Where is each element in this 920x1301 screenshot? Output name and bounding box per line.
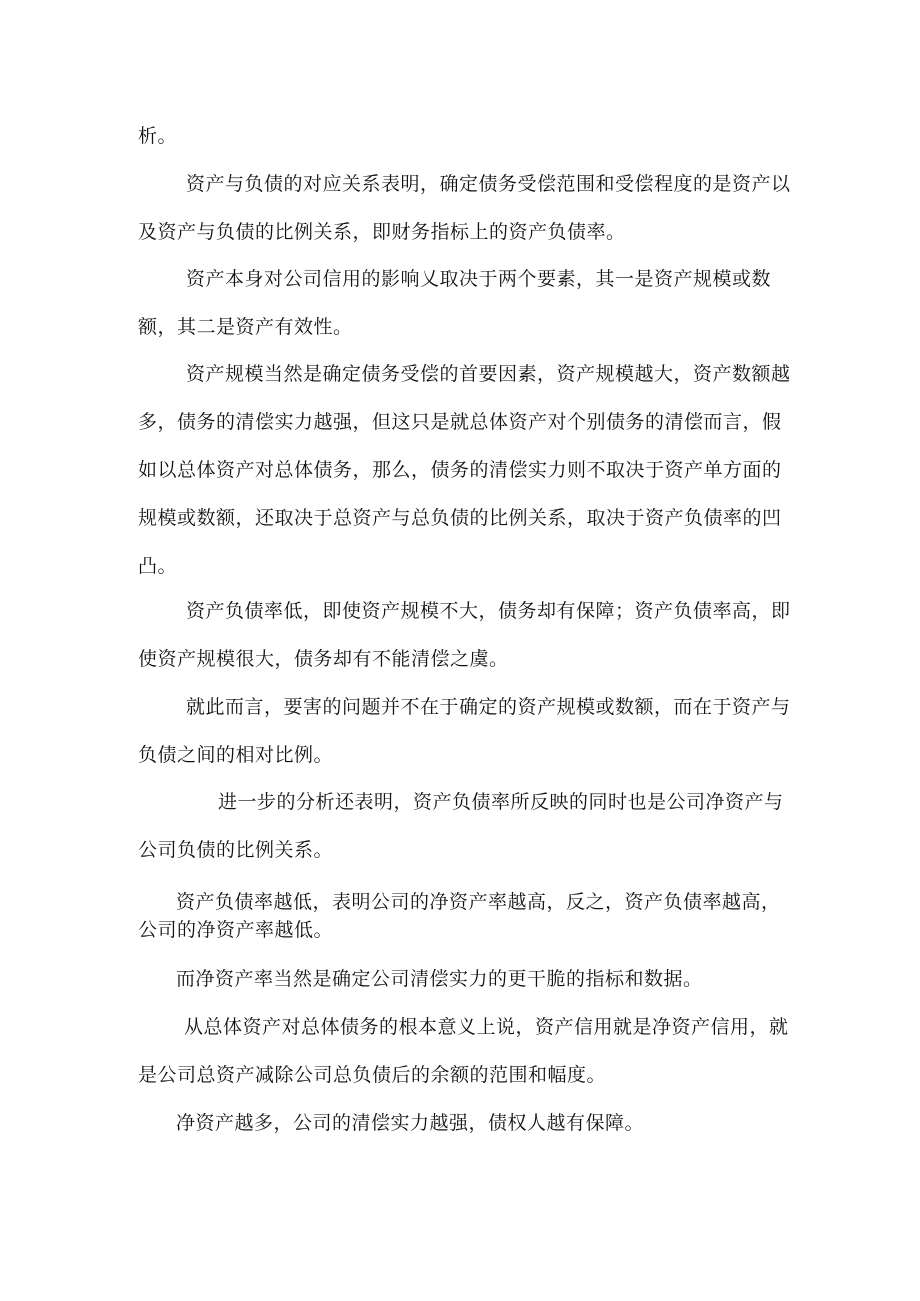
- paragraph-6: 就此而言，要害的问题并不在于确定的资产规模或数额，而在于资产与负债之间的相对比例。: [138, 696, 791, 766]
- paragraph-8: 资产负债率越低，表明公司的净资产率越高，反之，资产负债率越高，公司的净资产率越低。: [138, 891, 781, 941]
- paragraph-5: 资产负债率低，即使资产规模不大，债务却有保障；资产负债率高，即使资产规模很大，债务却有不能清偿之虞。: [138, 600, 791, 670]
- paragraph-9: 而净资产率当然是确定公司清偿实力的更干脆的指标和数据。: [176, 968, 703, 990]
- paragraph-4: 资产规模当然是确定债务受偿的首要因素，资产规模越大，资产数额越多，债务的清偿实力越强，但这只是就总体资产对个别债务的清偿而言，假如以总体资产对总体债务，那么，债务的清偿实力则不取决于资产单方面的规模或数额，还取决于总资产与总负债的比例关系，取决于资产负债率的凹凸。: [138, 363, 791, 577]
- paragraph-1: 析。: [138, 125, 178, 147]
- paragraph-7: 进一步的分析还表明，资产负债率所反映的同时也是公司净资产与公司负债的比例关系。: [138, 791, 784, 861]
- paragraph-3: 资产本身对公司信用的影响乂取决于两个要素，其一是资产规模或数额，其二是资产有效性。: [138, 268, 772, 338]
- paragraph-11: 净资产越多，公司的清偿实力越强，债权人越有保障。: [176, 1112, 645, 1134]
- paragraph-2: 资产与负债的对应关系表明，确定债务受偿范围和受偿程度的是资产以及资产与负债的比例关系，即财务指标上的资产负债率。: [138, 173, 791, 243]
- paragraph-10: 从总体资产对总体债务的根本意义上说，资产信用就是净资产信用，就是公司总资产减除公司总负债后的余额的范围和幅度。: [138, 1016, 789, 1086]
